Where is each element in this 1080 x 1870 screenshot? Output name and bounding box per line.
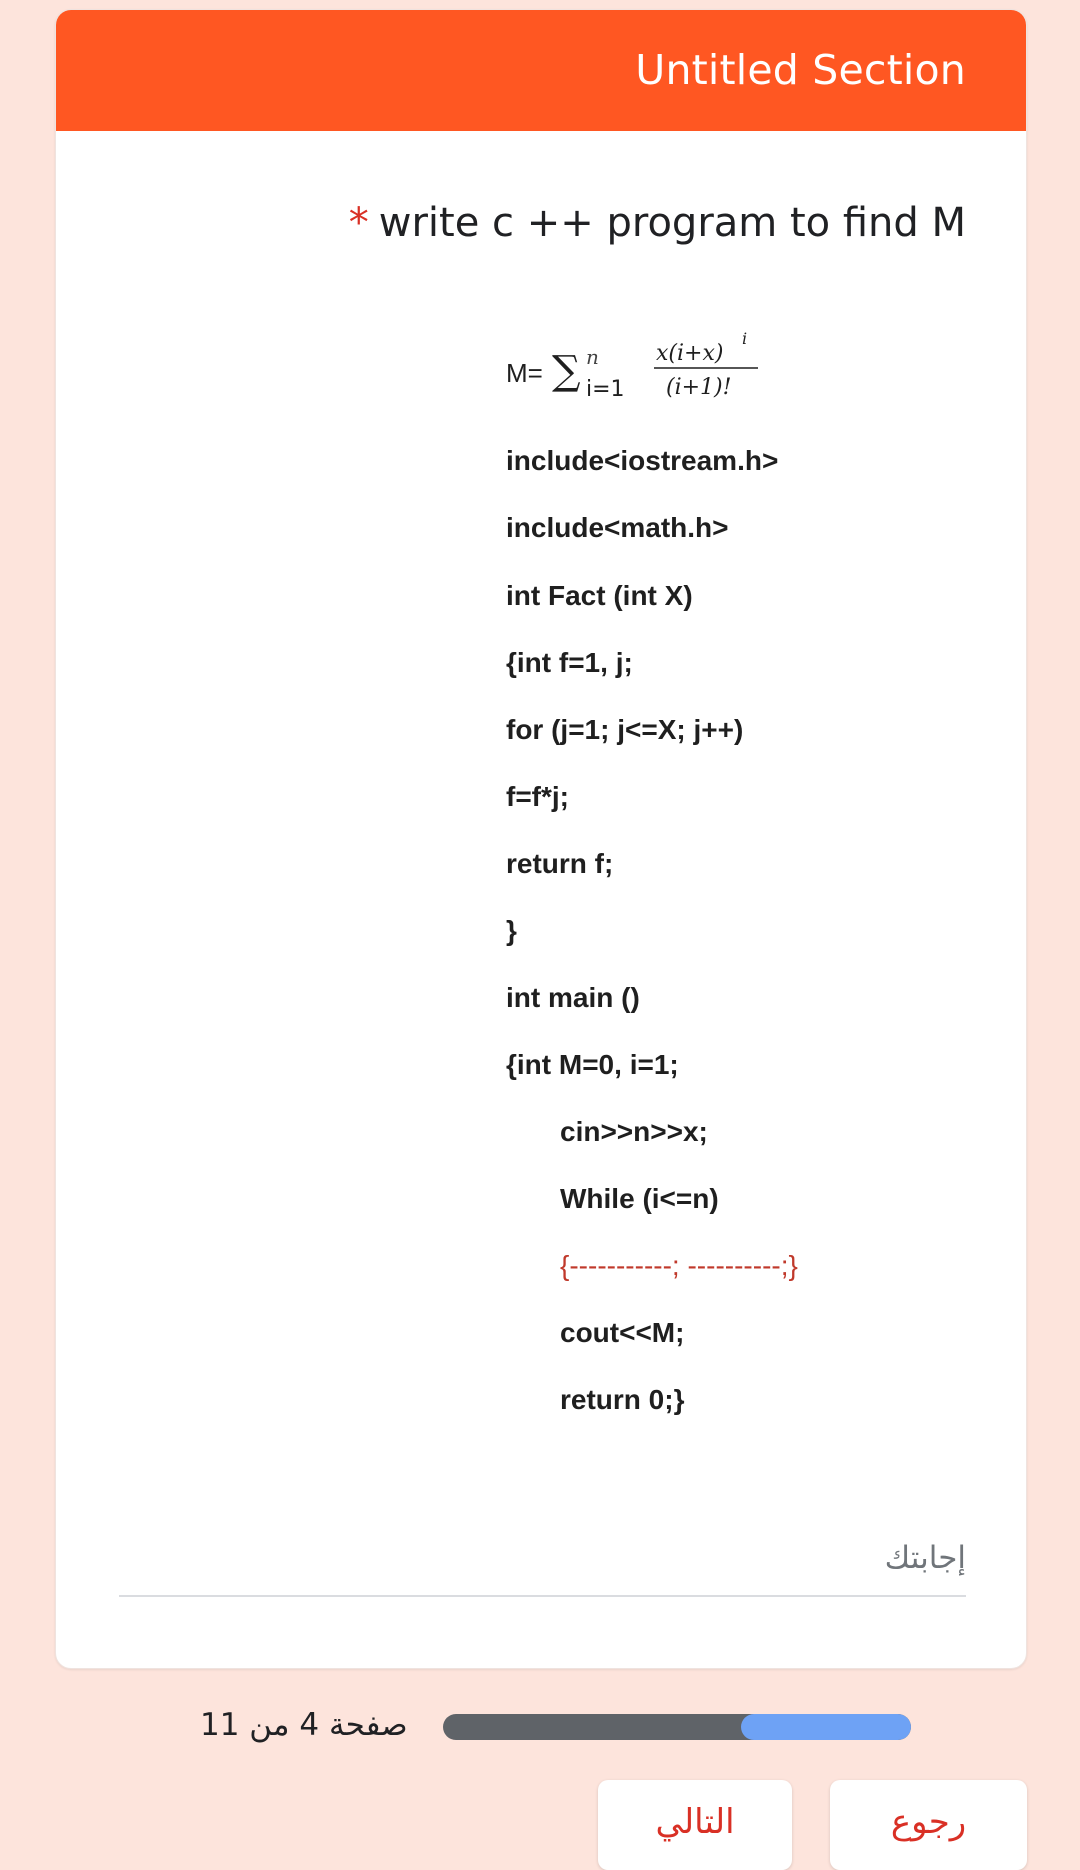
question-image: [506, 310, 906, 1440]
code-line: }: [506, 915, 517, 946]
required-asterisk: *: [348, 200, 369, 246]
code-line: cout<<M;: [560, 1317, 685, 1348]
formula-lower: i=1: [586, 377, 625, 402]
code-line: int main (): [506, 982, 640, 1013]
code-line: {int f=1, j;: [506, 647, 633, 678]
next-button[interactable]: التالي: [598, 1780, 792, 1870]
answer-underline: [119, 1595, 966, 1597]
form-card: [55, 9, 1027, 1669]
formula: [506, 322, 806, 402]
code-line: {int M=0, i=1;: [506, 1049, 679, 1080]
back-button[interactable]: رجوع: [830, 1780, 1027, 1870]
section-title: Untitled Section: [635, 46, 966, 94]
code-line: include<iostream.h>: [506, 445, 779, 476]
formula-numerator: x(i+x): [656, 341, 724, 366]
progress-bar: [443, 1714, 911, 1740]
question-title: write c ++ program to find M: [378, 200, 966, 246]
progress-bar-fill: [741, 1714, 911, 1740]
code-line-blank: {-----------; ----------;}: [560, 1250, 798, 1281]
code-line: include<math.h>: [506, 512, 729, 543]
page-progress-label: صفحة 4 من 11: [200, 1707, 408, 1743]
formula-upper: n: [586, 345, 599, 369]
formula-denominator: (i+1)!: [666, 375, 732, 400]
answer-input[interactable]: إجابتك: [884, 1540, 966, 1576]
code-line: int Fact (int X): [506, 580, 693, 611]
formula-exponent: i: [742, 329, 748, 348]
code-line: While (i<=n): [560, 1183, 719, 1214]
code-line: return 0;}: [560, 1384, 685, 1415]
section-header: [56, 10, 1026, 131]
formula-sigma: ∑: [552, 348, 581, 394]
code-line: return f;: [506, 848, 614, 879]
code-line: cin>>n>>x;: [560, 1116, 708, 1147]
question-title-row: [349, 200, 966, 246]
code-line: for (j=1; j<=X; j++): [506, 714, 744, 745]
code-line: f=f*j;: [506, 781, 569, 812]
formula-lhs: M=: [506, 358, 543, 388]
